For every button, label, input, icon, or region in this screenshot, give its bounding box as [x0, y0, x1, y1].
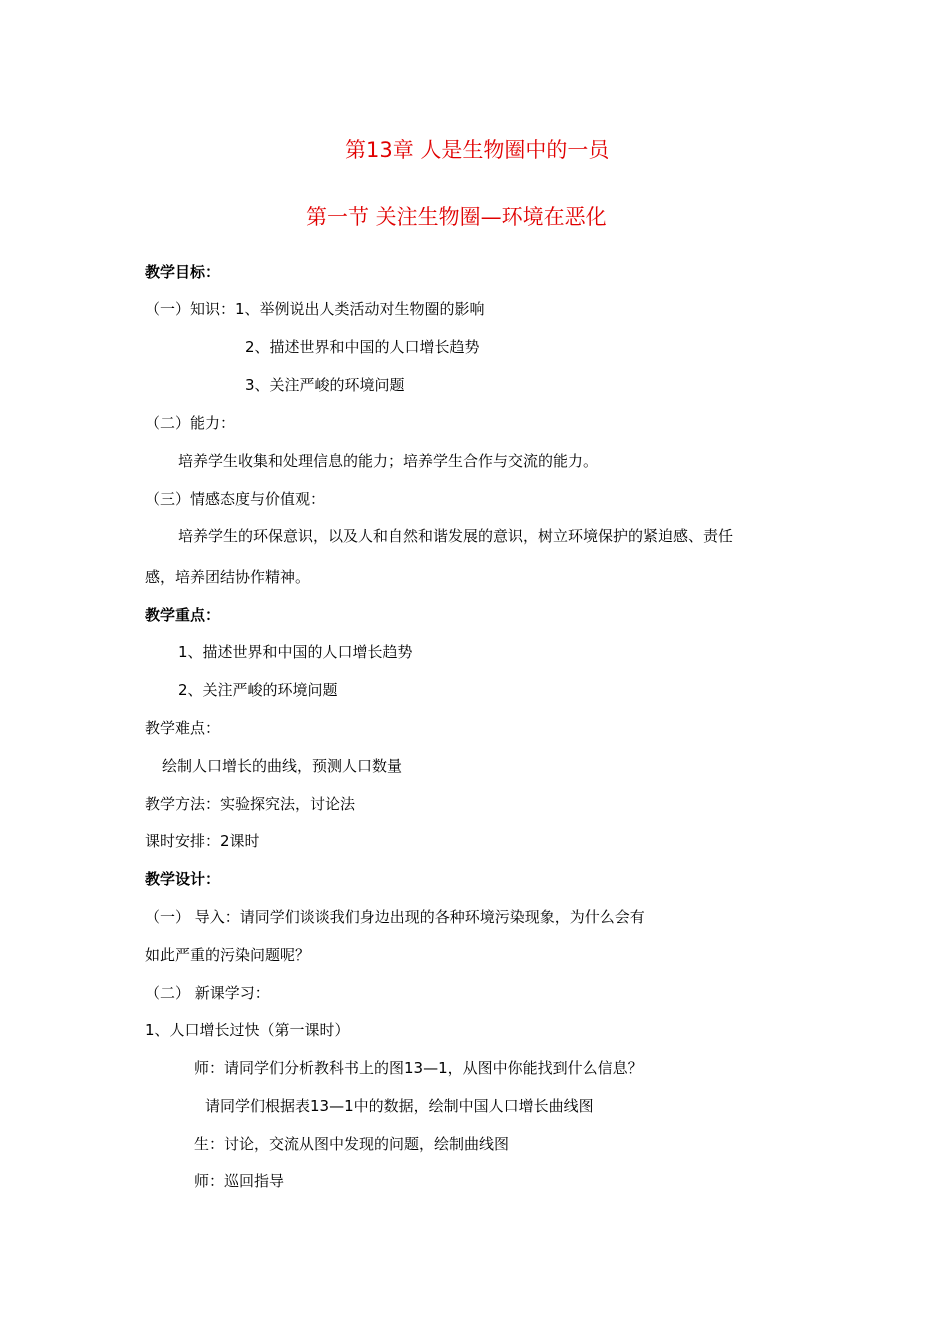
text-line: （三）情感态度与价值观：: [145, 490, 326, 508]
text-line: 1、人口增长过快（第一课时）: [145, 1021, 350, 1039]
text-line: 感，培养团结协作精神。: [145, 568, 311, 586]
text-line: 3、关注严峻的环境问题: [245, 376, 405, 394]
text-line: 教学重点：: [145, 606, 221, 624]
text-line: 培养学生的环保意识，以及人和自然和谐发展的意识，树立环境保护的紧迫感、责任: [178, 527, 734, 545]
text-line: 2、关注严峻的环境问题: [178, 681, 338, 699]
text-line: 2、描述世界和中国的人口增长趋势: [245, 338, 480, 356]
text-line: 师：巡回指导: [194, 1172, 285, 1190]
text-line: 课时安排：2课时: [145, 832, 260, 850]
text-line: 教学设计：: [145, 870, 221, 888]
text-line: 生：讨论，交流从图中发现的问题，绘制曲线图: [194, 1135, 510, 1153]
text-line: 教学目标：: [145, 263, 221, 281]
text-line: 1、描述世界和中国的人口增长趋势: [178, 643, 413, 661]
text-line: 培养学生收集和处理信息的能力；培养学生合作与交流的能力。: [178, 452, 599, 470]
text-line: 教学难点：: [145, 719, 221, 737]
section-title: 第一节 关注生物圈—环境在恶化: [306, 205, 607, 229]
text-line: 绘制人口增长的曲线，预测人口数量: [162, 757, 403, 775]
chapter-title: 第13章 人是生物圈中的一员: [345, 138, 610, 162]
text-line: （一）知识：1、举例说出人类活动对生物圈的影响: [145, 300, 485, 318]
text-line: （一） 导入：请同学们谈谈我们身边出现的各种环境污染现象，为什么会有: [145, 908, 645, 926]
text-line: （二）能力：: [145, 414, 236, 432]
text-line: 如此严重的污染问题呢？: [145, 946, 311, 964]
text-line: 师：请同学们分析教科书上的图13—1，从图中你能找到什么信息？: [194, 1059, 643, 1077]
text-line: （二） 新课学习：: [145, 984, 270, 1002]
text-line: 教学方法：实验探究法，讨论法: [145, 795, 356, 813]
text-line: 请同学们根据表13—1中的数据，绘制中国人口增长曲线图: [205, 1097, 594, 1115]
